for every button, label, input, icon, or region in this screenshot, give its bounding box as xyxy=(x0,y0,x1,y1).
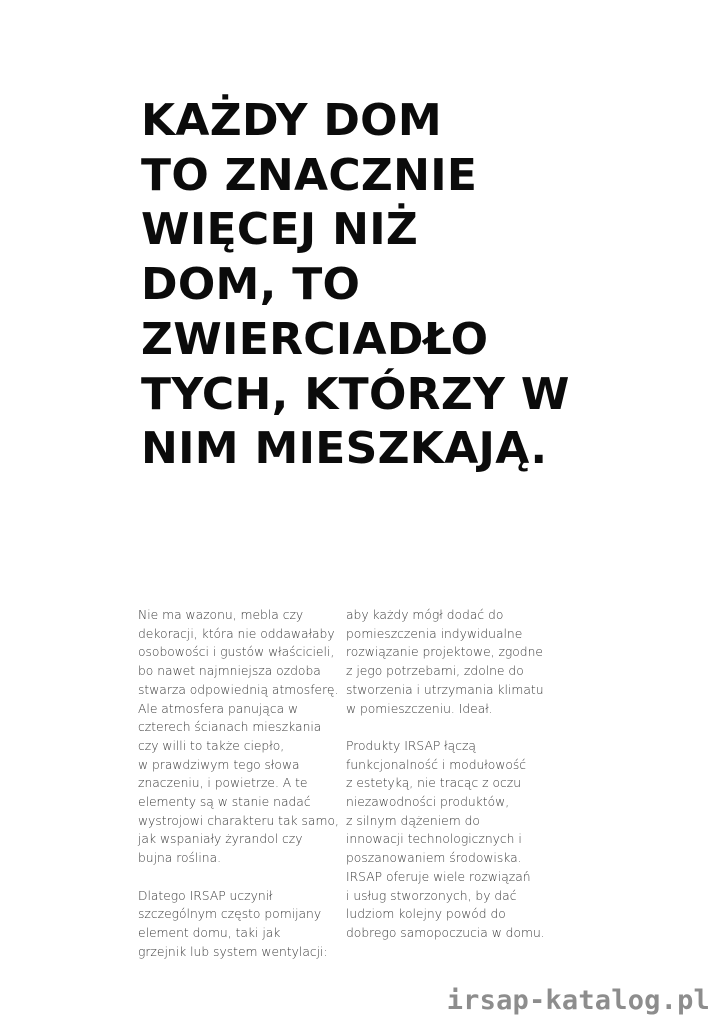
text-line: dobrego samopoczucia w domu. xyxy=(346,925,545,940)
paragraph xyxy=(138,887,338,962)
text-line: innowacji technologicznych i xyxy=(346,832,522,847)
body-column-left xyxy=(138,606,338,961)
text-line: Produkty IRSAP łączą xyxy=(346,738,476,753)
text-line: bo nawet najmniejsza ozdoba xyxy=(138,664,321,679)
text-line: IRSAP oferuje wiele rozwiązań xyxy=(346,869,531,884)
text-line: w pomieszczeniu. Ideał. xyxy=(346,701,493,716)
headline-line: KAŻDY DOM xyxy=(141,95,442,146)
text-line: rozwiązanie projektowe, zgodne xyxy=(346,645,543,660)
text-line: z estetyką, nie tracąc z oczu xyxy=(346,776,522,791)
text-line: wystrojowi charakteru tak samo, xyxy=(138,813,339,828)
text-line: dekoracji, która nie oddawałaby xyxy=(138,626,335,641)
text-line: czy willi to także ciepło, xyxy=(138,738,285,753)
text-line: aby każdy mógł dodać do xyxy=(346,608,504,622)
text-line: osobowości i gustów właścicieli, xyxy=(138,645,335,660)
body-column-right xyxy=(346,606,546,943)
headline-line: TO ZNACZNIE xyxy=(141,149,478,201)
text-line: elementy są w stanie nadać xyxy=(138,795,311,810)
watermark-text: irsap-katalog.pl xyxy=(446,985,710,1016)
paragraph xyxy=(138,606,338,868)
headline-line: NIM MIESZKAJĄ. xyxy=(141,423,548,475)
text-line: niezawodności produktów, xyxy=(346,795,510,810)
text-line: pomieszczenia indywidualne xyxy=(346,626,523,641)
text-line: funkcjonalność i modułowość xyxy=(346,757,527,772)
text-line: ludziom kolejny powód do xyxy=(346,907,506,922)
text-line: grzejnik lub system wentylacji: xyxy=(138,944,328,959)
headline-line: TYCH, KTÓRZY W xyxy=(141,368,570,420)
text-line: szczególnym często pomijany xyxy=(138,907,322,922)
text-line: czterech ścianach mieszkania xyxy=(138,720,322,735)
text-line: z jego potrzebami, zdolne do xyxy=(346,664,524,679)
text-line: Dlatego IRSAP uczynił xyxy=(138,888,273,903)
text-line: poszanowaniem środowiska. xyxy=(346,851,522,866)
headline xyxy=(141,94,701,477)
text-line: bujna roślina. xyxy=(138,851,222,866)
text-line: w prawdziwym tego słowa xyxy=(138,757,300,772)
text-line: i usług stworzonych, by dać xyxy=(346,888,517,903)
text-line: element domu, taki jak xyxy=(138,925,281,940)
text-line: znaczeniu, i powietrze. A te xyxy=(138,776,308,791)
headline-line: DOM, TO xyxy=(141,259,361,311)
text-line: z silnym dążeniem do xyxy=(346,813,480,828)
paragraph-gap xyxy=(138,868,338,887)
text-line: stworzenia i utrzymania klimatu xyxy=(346,682,544,697)
text-line: Ale atmosfera panująca w xyxy=(138,701,299,716)
text-line: jak wspaniały żyrandol czy xyxy=(138,832,303,847)
paragraph xyxy=(346,737,546,943)
headline-line: WIĘCEJ NIŻ xyxy=(141,204,419,256)
text-line: stwarza odpowiednią atmosferę. xyxy=(138,682,339,697)
text-line: Nie ma wazonu, mebla czy xyxy=(138,608,304,622)
paragraph xyxy=(346,606,546,718)
paragraph-gap xyxy=(346,718,546,737)
headline-line: ZWIERCIADŁO xyxy=(141,313,489,365)
